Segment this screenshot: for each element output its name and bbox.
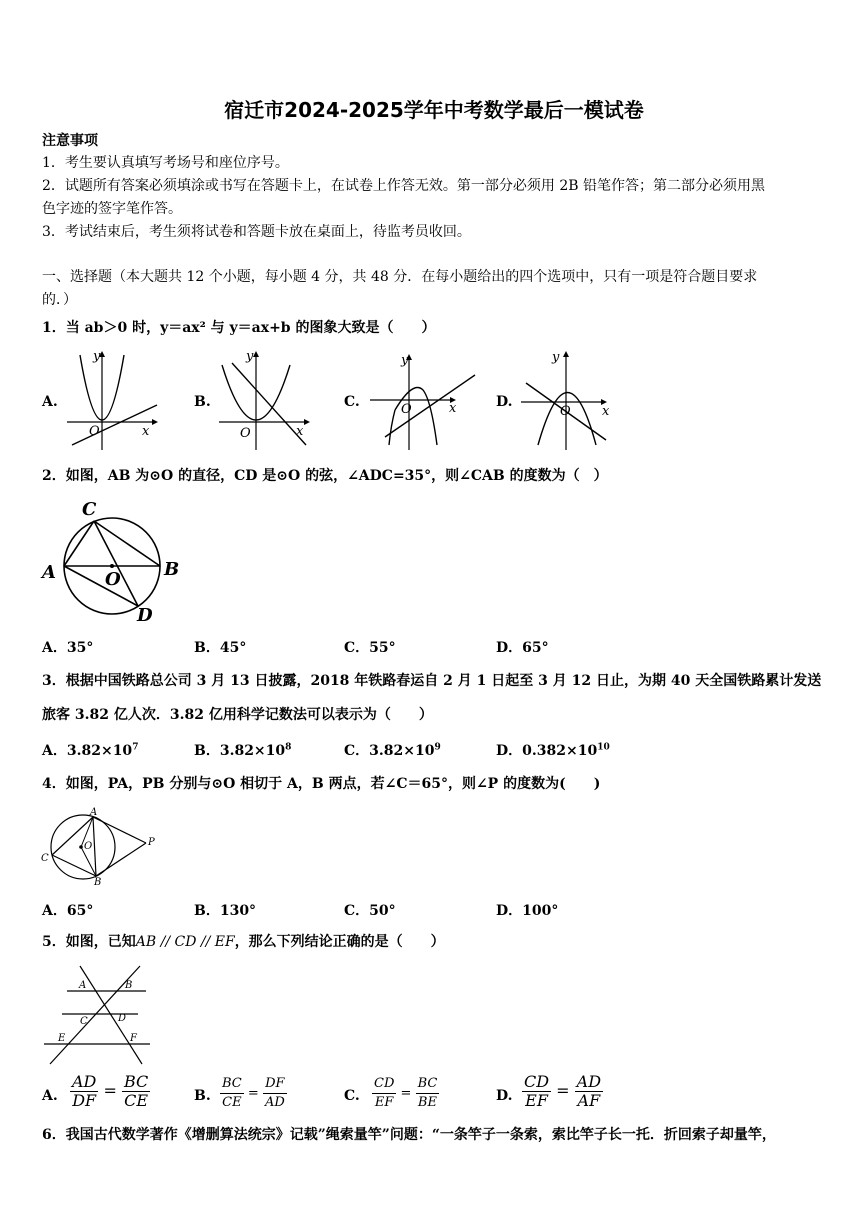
- q5-label-e: E: [58, 1033, 66, 1044]
- q3-option-d[interactable]: D．$0.382\times 10^{10}$: [496, 742, 610, 759]
- q5-label-d: D: [118, 1013, 127, 1024]
- q2-option-a[interactable]: A．35°: [42, 640, 94, 656]
- q5-label-f: F: [130, 1033, 137, 1044]
- q1b-y-label: y: [246, 349, 254, 364]
- section-heading-cont: 的．）: [42, 292, 77, 308]
- q1d-origin-label: O: [560, 404, 571, 419]
- q5-option-d-label[interactable]: D.: [496, 1088, 513, 1104]
- q5-option-a-expr: $\frac{AD}{DF}$ = $\frac{BC}{CE}$: [72, 1072, 149, 1110]
- q4-label-a: A: [90, 807, 98, 818]
- q5-option-b-label[interactable]: B.: [194, 1088, 211, 1104]
- q2-option-c[interactable]: C．55°: [344, 640, 396, 656]
- q3-stem-cont: 旅客 3.82 亿人次．3.82 亿用科学记数法可以表示为（ ）: [42, 707, 433, 723]
- q1-graph-a: [62, 345, 162, 453]
- q5-label-a: A: [79, 980, 87, 991]
- q1-graph-c: [365, 345, 480, 453]
- notice-item-2: 2．试题所有答案必须填涂或书写在答题卡上，在试卷上作答无效。第一部分必须用 2B 铅笔作答；第二部分必须用黑: [42, 178, 765, 194]
- q1a-x-label: x: [142, 424, 150, 439]
- q4-stem: 4．如图，PA，PB 分别与⊙O 相切于 A，B 两点，若∠C＝65°，则∠P 的度数为( ): [42, 776, 601, 792]
- q4-label-o: O: [84, 841, 93, 852]
- q1d-y-label: y: [552, 350, 560, 365]
- q4-option-a[interactable]: A．65°: [42, 903, 94, 919]
- q1-option-d[interactable]: D.: [496, 394, 513, 410]
- notice-item-2-cont: 色字迹的签字笔作答。: [42, 201, 182, 217]
- q5-option-a-label[interactable]: A.: [42, 1088, 58, 1104]
- q5-option-b-expr: $\frac{BC}{CE}$ = $\frac{DF}{AD}$: [222, 1076, 285, 1110]
- q1a-y-label: y: [93, 349, 101, 364]
- q1c-x-label: x: [449, 401, 457, 416]
- q1-option-a[interactable]: A.: [42, 394, 58, 410]
- q1-graph-b: [214, 345, 314, 453]
- q5-label-b: B: [125, 980, 133, 991]
- q1-stem: 1．当 ab＞0 时，y＝ax² 与 y＝ax+b 的图象大致是（ ）: [42, 320, 436, 336]
- q4-option-d[interactable]: D．100°: [496, 903, 559, 919]
- q4-figure: [38, 805, 163, 887]
- q1b-x-label: x: [296, 424, 304, 439]
- q1a-origin-label: O: [89, 424, 100, 439]
- q5-option-d-expr: $\frac{CD}{EF}$ = $\frac{AD}{AF}$: [524, 1072, 602, 1110]
- q1-option-c[interactable]: C.: [344, 394, 360, 410]
- q2-label-a: A: [42, 562, 56, 583]
- section-heading: 一、选择题（本大题共 12 个小题，每小题 4 分，共 48 分．在每小题给出的四个选项中，只有一项是符合题目要求: [42, 269, 758, 285]
- q3-option-b[interactable]: B．$3.82\times 10^8$: [194, 742, 292, 759]
- q3-option-c[interactable]: C．$3.82\times 10^9$: [344, 742, 441, 759]
- q4-option-b[interactable]: B．130°: [194, 903, 257, 919]
- q4-label-c: C: [41, 853, 49, 864]
- notice-item-1: 1．考生要认真填写考场号和座位序号。: [42, 155, 289, 171]
- q3-option-a[interactable]: A．$3.82\times 10^7$: [42, 742, 139, 759]
- q5-stem: 5．如图，已知AB // CD // EF，那么下列结论正确的是（ ）: [42, 934, 445, 950]
- q1c-origin-label: O: [401, 402, 412, 417]
- q2-label-o: O: [105, 569, 121, 590]
- notice-heading: 注意事项: [42, 133, 98, 149]
- q4-option-c[interactable]: C．50°: [344, 903, 396, 919]
- q5-option-c-expr: $\frac{CD}{EF}$ = $\frac{BC}{BE}$: [374, 1076, 438, 1110]
- notice-item-3: 3．考试结束后，考生须将试卷和答题卡放在桌面上，待监考员收回。: [42, 224, 471, 240]
- q1d-x-label: x: [602, 404, 610, 419]
- q1-graph-d: [516, 345, 616, 453]
- q2-option-d[interactable]: D．65°: [496, 640, 549, 656]
- q1-option-b[interactable]: B.: [194, 394, 211, 410]
- q2-label-c: C: [82, 499, 97, 520]
- page-title: 宿迁市2024-2025学年中考数学最后一模试卷: [224, 98, 644, 122]
- q2-figure: [38, 495, 188, 630]
- q5-figure: [42, 962, 157, 1070]
- q3-stem: 3．根据中国铁路总公司 3 月 13 日披露，2018 年铁路春运自 2 月 1 日起至 3 月 12 日止，为期 40 天全国铁路累计发送: [42, 673, 822, 689]
- q2-option-b[interactable]: B．45°: [194, 640, 247, 656]
- q5-option-c-label[interactable]: C.: [344, 1088, 360, 1104]
- q4-label-p: P: [148, 837, 155, 848]
- q2-stem: 2．如图，AB 为⊙O 的直径，CD 是⊙O 的弦，∠ADC=35°，则∠CAB 的度数为（ ）: [42, 468, 608, 484]
- q1c-y-label: y: [401, 353, 409, 368]
- q4-label-b: B: [94, 877, 102, 887]
- q2-label-b: B: [164, 559, 180, 580]
- q6-stem: 6．我国古代数学著作《增删算法统宗》记载”绳索量竿”问题：“一条竿子一条索，索比竿子长一托．折回索子却量竿，: [42, 1127, 776, 1143]
- q1b-origin-label: O: [240, 426, 251, 441]
- q2-label-d: D: [137, 605, 153, 626]
- q5-label-c: C: [80, 1016, 88, 1027]
